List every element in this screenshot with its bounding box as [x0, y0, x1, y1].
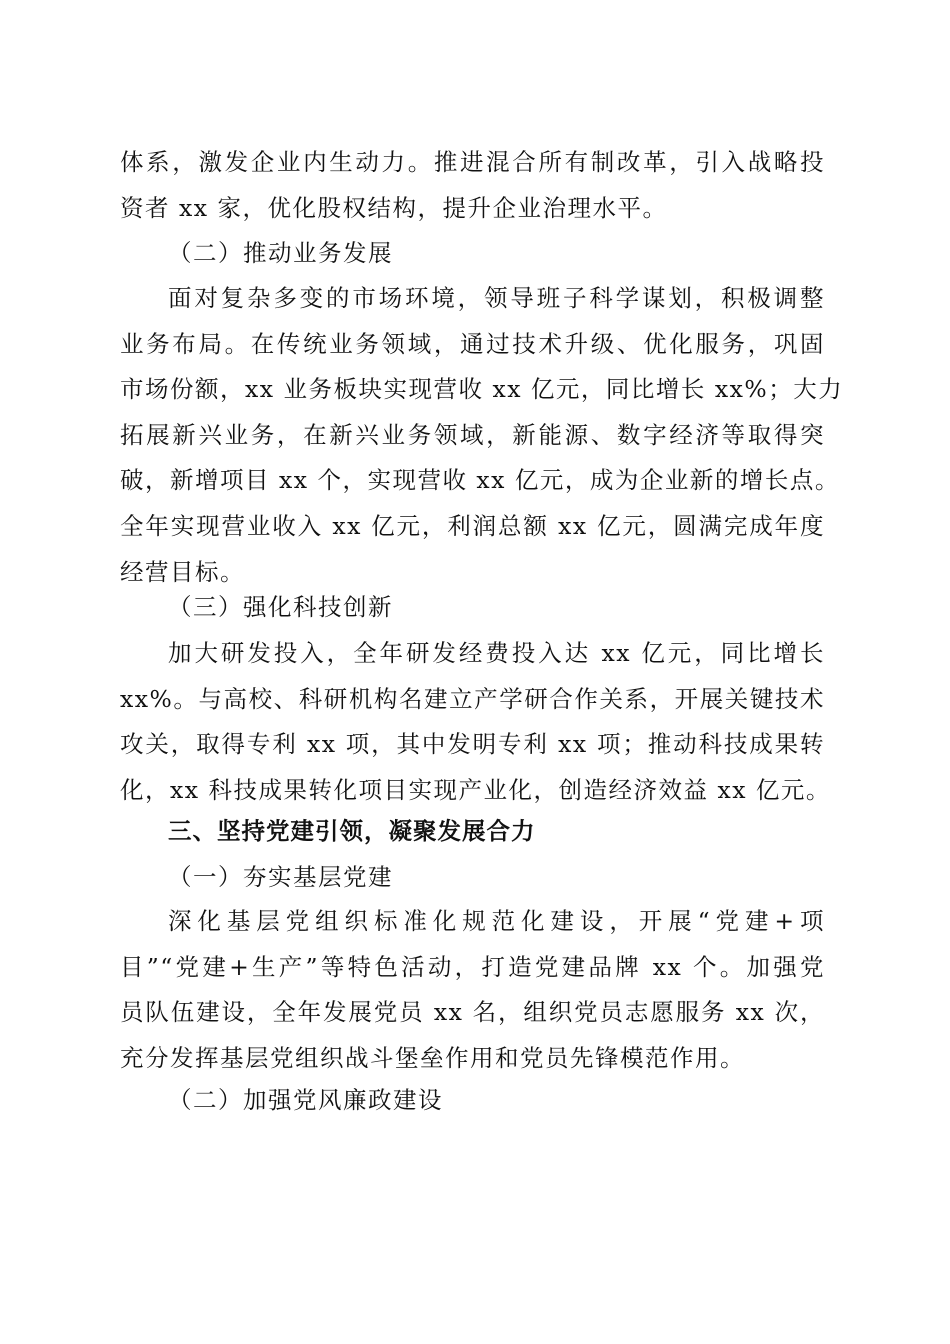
- text-line: 面对复杂多变的市场环境，领导班子科学谋划，积极调整: [168, 284, 825, 312]
- text-line: 破，新增项目 xx 个，实现营收 xx 亿元，成为企业新的增长点。: [120, 466, 840, 495]
- text-line: 体系，激发企业内生动力。推进混合所有制改革，引入战略投: [120, 148, 825, 176]
- text-line: 充分发挥基层党组织战斗堡垒作用和党员先锋模范作用。: [120, 1043, 745, 1072]
- paragraph-governance-reform: [120, 140, 825, 231]
- section-heading-grassroots-party: （一）夯实基层党建: [168, 863, 393, 891]
- text-line: 市场份额，xx 业务板块实现营收 xx 亿元，同比增长 xx%；大力: [120, 375, 844, 404]
- section-heading-tech-innovation: （三）强化科技创新: [168, 593, 393, 621]
- chapter-heading-party-building: 三、坚持党建引领，凝聚发展合力: [168, 817, 536, 845]
- text-line: 攻关，取得专利 xx 项，其中发明专利 xx 项；推动科技成果转: [120, 730, 825, 759]
- text-line: 加大研发投入，全年研发经费投入达 xx 亿元，同比增长: [168, 639, 825, 667]
- paragraph-grassroots-party: [120, 899, 825, 1081]
- section-heading-business-development: （二）推动业务发展: [168, 239, 393, 267]
- text-line: 资者 xx 家，优化股权结构，提升企业治理水平。: [120, 193, 668, 222]
- text-line: 员队伍建设，全年发展党员 xx 名，组织党员志愿服务 xx 次，: [120, 998, 825, 1027]
- paragraph-business-development: [120, 276, 844, 595]
- text-line: 化，xx 科技成果转化项目实现产业化，创造经济效益 xx 亿元。: [120, 775, 831, 804]
- text-line: 业务布局。在传统业务领域，通过技术升级、优化服务，巩固: [120, 329, 825, 358]
- section-heading-clean-governance: （二）加强党风廉政建设: [168, 1086, 443, 1114]
- text-line: xx%。与高校、科研机构名建立产学研合作关系，开展关键技术: [120, 684, 825, 713]
- text-line: 深化基层党组织标准化规范化建设，开展“党建+项: [168, 907, 825, 935]
- text-line: 经营目标。: [120, 557, 245, 586]
- text-line: 目”“党建+生产”等特色活动，打造党建品牌 xx 个。加强党: [120, 952, 825, 981]
- text-line: 拓展新兴业务，在新兴业务领域，新能源、数字经济等取得突: [120, 420, 825, 449]
- text-line: 全年实现营业收入 xx 亿元，利润总额 xx 亿元，圆满完成年度: [120, 511, 825, 540]
- paragraph-tech-innovation: [120, 631, 831, 813]
